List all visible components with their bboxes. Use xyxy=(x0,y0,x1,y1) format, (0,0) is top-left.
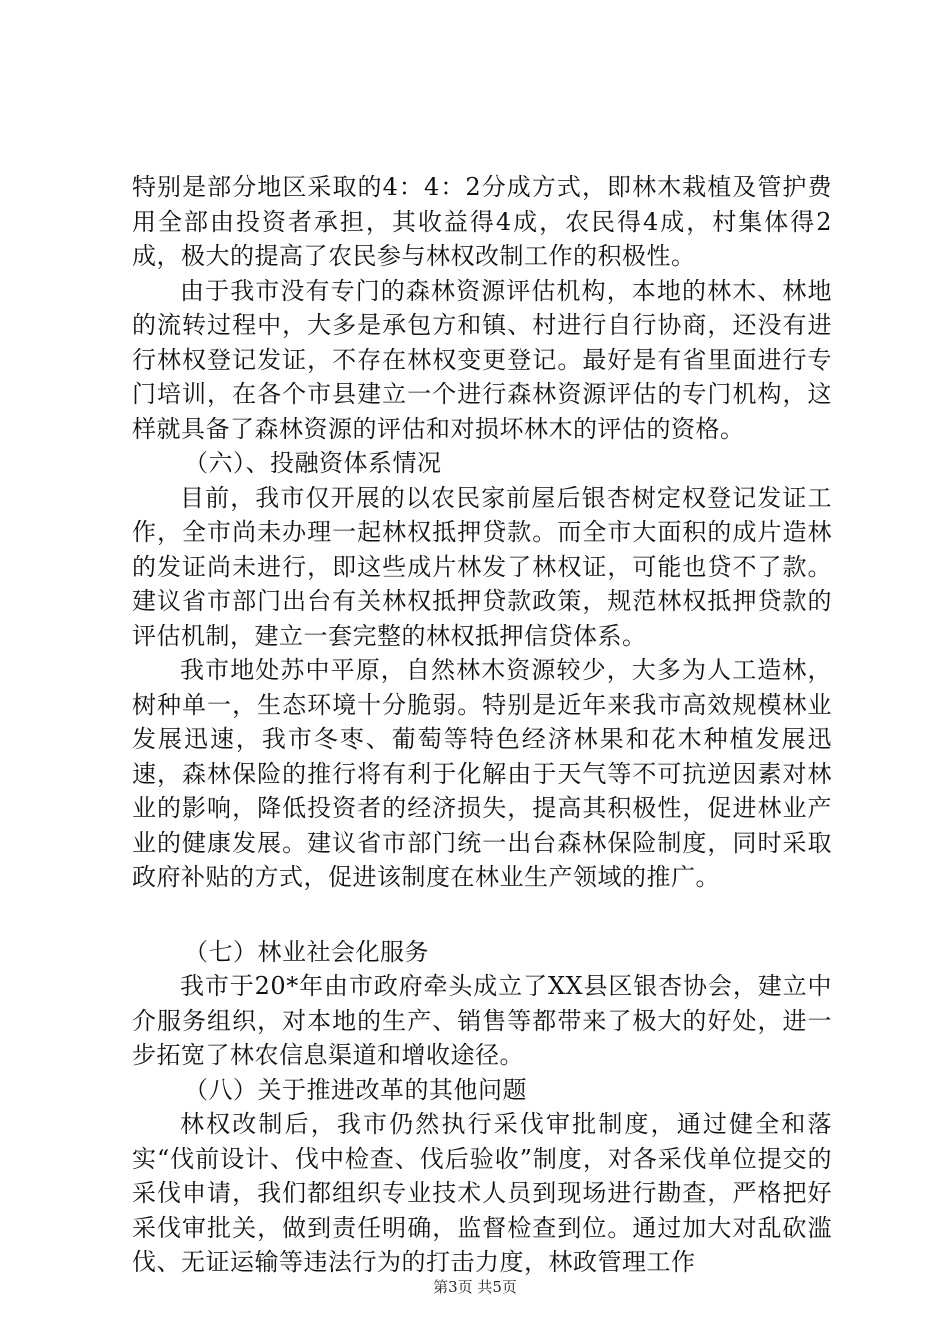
paragraph-forest-insurance: 我市地处苏中平原，自然林木资源较少，大多为人工造林，树种单一，生态环境十分脆弱。特别是近年来我市高效规模林业发展迅速，我市冬枣、葡萄等特色经济林果和花木种植发展迅速，森林保险的推行将有利于化解由于天气等不可抗逆因素对林业的影响，降低投资者的经济损失，提高其积极性，促进林业产业的健康发展。建议省市部门统一出台森林保险制度，同时采取政府补贴的方式，促进该制度在林业生产领域的推广。 xyxy=(132,656,832,891)
paragraph-ginkgo-association: 我市于20*年由市政府牵头成立了XX县区银杏协会，建立中介服务组织，对本地的生产、销售等都带来了极大的好处，进一步拓宽了林农信息渠道和增收途径。 xyxy=(132,972,832,1069)
page-number-footer: 第3页 共5页 xyxy=(433,1278,517,1296)
paragraph-forest-assessment: 由于我市没有专门的森林资源评估机构，本地的林木、林地的流转过程中，大多是承包方和镇、村进行自行协商，还没有进行林权登记发证，不存在林权变更登记。最好是有省里面进行专门培训，在各个市县建立一个进行森林资源评估的专门机构，这样就具备了森林资源的评估和对损坏林木的评估的资格。 xyxy=(132,276,832,443)
paragraph-mortgage-loans: 目前，我市仅开展的以农民家前屋后银杏树定权登记发证工作，全市尚未办理一起林权抵押贷款。而全市大面积的成片造林的发证尚未进行，即这些成片林发了林权证，可能也贷不了款。建议省市部门出台有关林权抵押贷款政策，规范林权抵押贷款的评估机制，建立一套完整的林权抵押信贷体系。 xyxy=(132,483,832,650)
section-heading-social-services: （七）林业社会化服务 xyxy=(184,937,429,966)
section-heading-other-issues: （八）关于推进改革的其他问题 xyxy=(184,1075,527,1104)
paragraph-spacer xyxy=(132,895,832,935)
paragraph-logging-approval: 林权改制后，我市仍然执行采伐审批制度，通过健全和落实“伐前设计、伐中检查、伐后验收”制度，对各采伐单位提交的采伐申请，我们都组织专业技术人员到现场进行勘查，严格把好采伐审批关，做到责任明确，监督检查到位。通过加大对乱砍滥伐、无证运输等违法行为的打击力度，林政管理工作 xyxy=(132,1110,832,1276)
section-heading-financing: （六）、投融资体系情况 xyxy=(184,449,442,477)
paragraph-continued: 特别是部分地区采取的4：4：2分成方式，即林木栽植及管护费用全部由投资者承担，其收益得4成，农民得4成，村集体得2成，极大的提高了农民参与林权改制工作的积极性。 xyxy=(132,173,832,270)
document-body xyxy=(132,170,832,1280)
